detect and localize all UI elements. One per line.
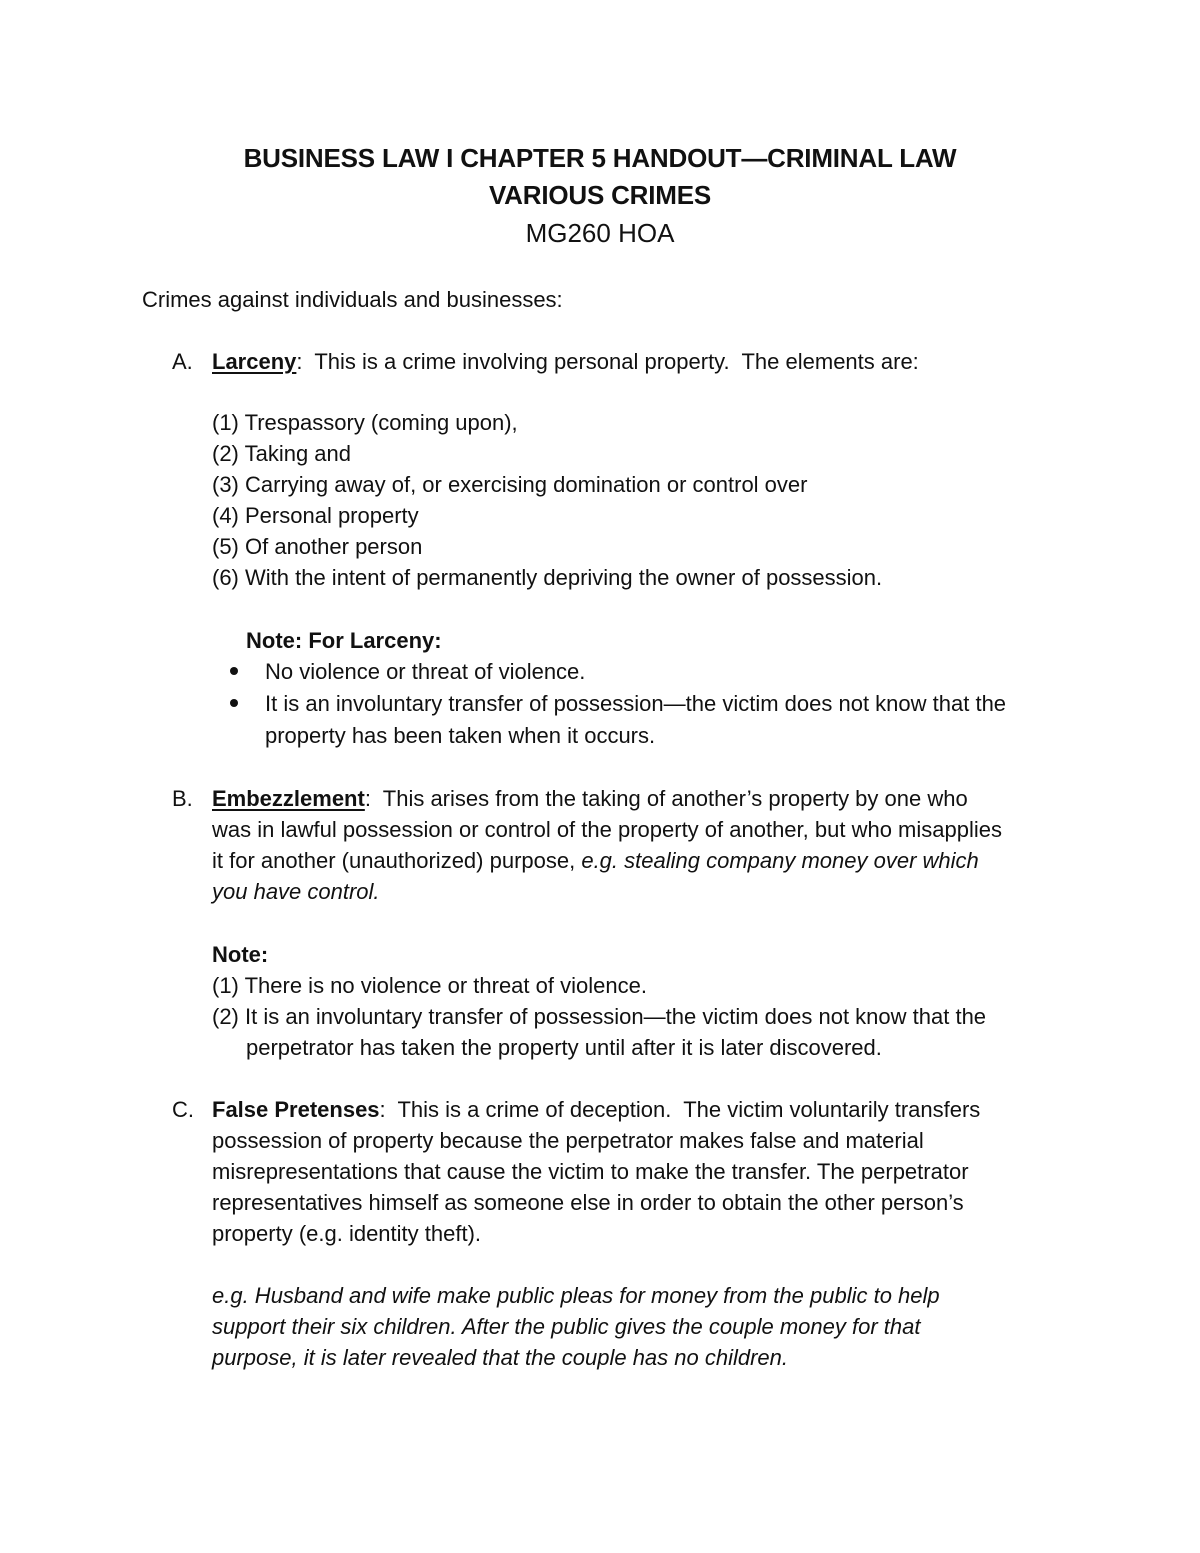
example-text: e.g. stealing company money over which bbox=[581, 848, 979, 873]
intro-text: Crimes against individuals and businesses: bbox=[142, 287, 563, 312]
section-definition: : This arises from the taking of another’s property by one who bbox=[364, 786, 968, 811]
note-heading: Note: bbox=[212, 942, 269, 967]
bullet-item-continuation: property has been taken when it occurs. bbox=[265, 723, 656, 748]
embezzlement-line-4: you have control. bbox=[212, 879, 380, 904]
list-item: (1) Trespassory (coming upon), bbox=[212, 410, 518, 435]
false-pretenses-line-5: property (e.g. identity theft). bbox=[212, 1221, 482, 1246]
bullet-item: It is an involuntary transfer of possession—the victim does not know that the bbox=[265, 691, 1007, 716]
example-line-2: support their six children. After the public gives the couple money for that bbox=[212, 1314, 921, 1339]
section-term: Embezzlement bbox=[212, 786, 365, 811]
list-item: (2) Taking and bbox=[212, 441, 352, 466]
embezzlement-line-2: was in lawful possession or control of the property of another, but who misapplies bbox=[212, 817, 1002, 842]
section-term: Larceny bbox=[212, 349, 297, 374]
section-definition: : This is a crime of deception. The victim voluntarily transfers bbox=[379, 1097, 981, 1122]
false-pretenses-line-4: representatives himself as someone else in order to obtain the other person’s bbox=[212, 1190, 964, 1215]
bullet-icon bbox=[230, 699, 238, 707]
false-pretenses-line-3: misrepresentations that cause the victim to make the transfer. The perpetrator bbox=[212, 1159, 969, 1184]
section-definition: This is a crime involving personal property. The elements are: bbox=[302, 349, 919, 374]
section-marker: B. bbox=[172, 786, 193, 811]
section-marker: C. bbox=[172, 1097, 194, 1122]
document-title: BUSINESS LAW I CHAPTER 5 HANDOUT—CRIMINAL LAW bbox=[243, 143, 957, 173]
larceny-heading-line bbox=[212, 346, 919, 377]
note-heading: Note: For Larceny: bbox=[246, 628, 442, 653]
false-pretenses-line-1 bbox=[212, 1094, 980, 1125]
list-item: (6) With the intent of permanently depriving the owner of possession. bbox=[212, 565, 883, 590]
example-line-1: e.g. Husband and wife make public pleas for money from the public to help bbox=[212, 1283, 940, 1308]
plain-text: it for another (unauthorized) purpose, bbox=[212, 848, 582, 873]
false-pretenses-line-2: possession of property because the perpetrator makes false and material bbox=[212, 1128, 924, 1153]
note-item: (2) It is an involuntary transfer of possession—the victim does not know that the bbox=[212, 1004, 987, 1029]
note-item: (1) There is no violence or threat of violence. bbox=[212, 973, 647, 998]
embezzlement-line-3 bbox=[212, 845, 979, 876]
document-subtitle: VARIOUS CRIMES bbox=[488, 180, 712, 210]
section-marker: A. bbox=[172, 349, 193, 374]
list-item: (4) Personal property bbox=[212, 503, 419, 528]
note-item-continuation: perpetrator has taken the property until after it is later discovered. bbox=[246, 1035, 882, 1060]
example-line-3: purpose, it is later revealed that the couple has no children. bbox=[212, 1345, 789, 1370]
bullet-item: No violence or threat of violence. bbox=[265, 659, 586, 684]
list-item: (5) Of another person bbox=[212, 534, 423, 559]
embezzlement-line-1 bbox=[212, 783, 968, 814]
list-item: (3) Carrying away of, or exercising domination or control over bbox=[212, 472, 808, 497]
term-colon: : bbox=[296, 349, 303, 374]
section-term: False Pretenses bbox=[212, 1097, 380, 1122]
bullet-icon bbox=[230, 667, 238, 675]
course-code: MG260 HOA bbox=[525, 218, 675, 248]
